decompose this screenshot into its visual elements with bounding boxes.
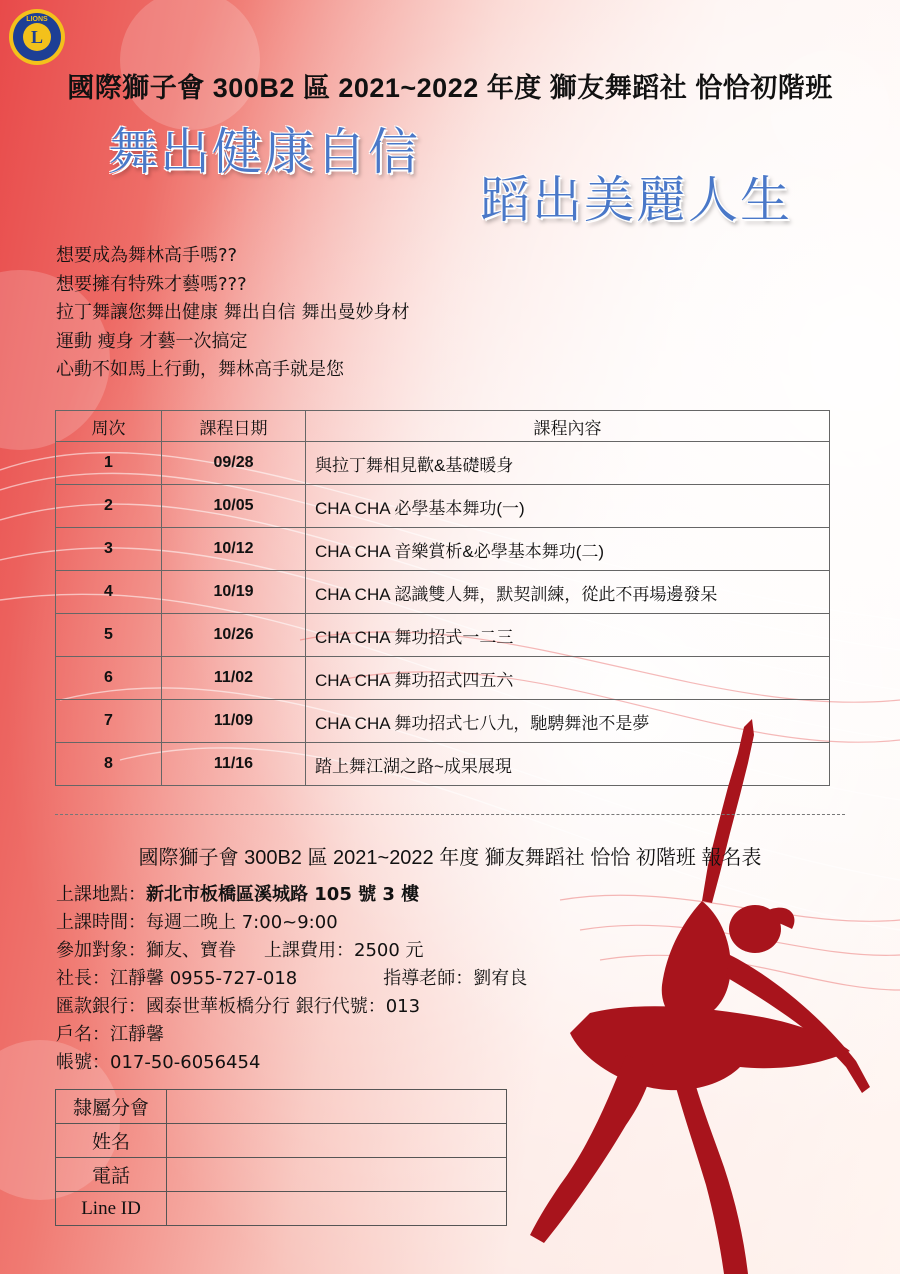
slogan-line-1: 舞出健康自信 bbox=[108, 124, 420, 180]
intro-line: 拉丁舞讓您舞出健康 舞出自信 舞出曼妙身材 bbox=[56, 302, 410, 323]
date-cell: 11/16 bbox=[162, 743, 306, 786]
date-cell: 10/19 bbox=[162, 571, 306, 614]
date-cell: 10/05 bbox=[162, 485, 306, 528]
table-row bbox=[56, 442, 830, 485]
account-name-row bbox=[56, 1021, 527, 1049]
content-cell: 與拉丁舞相見歡&基礎暖身 bbox=[306, 442, 830, 485]
lions-club-logo-icon bbox=[8, 8, 66, 66]
time-row bbox=[56, 909, 527, 937]
ballerina-silhouette-icon bbox=[530, 715, 900, 1274]
content-cell: 踏上舞江湖之路~成果展現 bbox=[306, 743, 830, 786]
week-cell: 1 bbox=[56, 442, 162, 485]
content-cell: CHA CHA 音樂賞析&必學基本舞功(二) bbox=[306, 528, 830, 571]
time-label: 上課時間： bbox=[56, 912, 146, 933]
form-label: 隸屬分會 bbox=[56, 1090, 167, 1124]
content-cell: CHA CHA 舞功招式四五六 bbox=[306, 657, 830, 700]
col-header-content: 課程內容 bbox=[306, 411, 830, 442]
audience-label: 參加對象： bbox=[56, 940, 146, 961]
form-input-cell[interactable] bbox=[167, 1158, 507, 1192]
col-header-week: 周次 bbox=[56, 411, 162, 442]
registration-info bbox=[56, 881, 527, 1077]
account-name-label: 戶名： bbox=[56, 1024, 110, 1045]
form-label: 電話 bbox=[56, 1158, 167, 1192]
bank-label: 匯款銀行： bbox=[56, 996, 146, 1017]
form-row bbox=[56, 1124, 507, 1158]
col-header-date: 課程日期 bbox=[162, 411, 306, 442]
audience-row bbox=[56, 937, 527, 965]
table-row bbox=[56, 485, 830, 528]
week-cell: 7 bbox=[56, 700, 162, 743]
bank-row bbox=[56, 993, 527, 1021]
teacher-value: 劉宥良 bbox=[473, 968, 528, 989]
date-cell: 10/12 bbox=[162, 528, 306, 571]
intro-text bbox=[56, 242, 409, 385]
registration-title: 國際獅子會 300B2 區 2021~2022 年度 獅友舞蹈社 恰恰 初階班 報名表 bbox=[138, 847, 762, 869]
president-label: 社長： bbox=[56, 968, 110, 989]
contact-row bbox=[56, 965, 527, 993]
intro-line: 運動 瘦身 才藝一次搞定 bbox=[56, 330, 248, 352]
cut-line bbox=[55, 814, 845, 815]
date-cell: 11/02 bbox=[162, 657, 306, 700]
form-input-cell[interactable] bbox=[167, 1192, 507, 1226]
teacher-label: 指導老師： bbox=[383, 968, 474, 989]
table-row bbox=[56, 614, 830, 657]
location-row bbox=[56, 881, 527, 909]
table-row bbox=[56, 571, 830, 614]
account-no-row bbox=[56, 1049, 527, 1077]
intro-line: 想要成為舞林高手嗎?? bbox=[56, 245, 238, 266]
week-cell: 8 bbox=[56, 743, 162, 786]
week-cell: 6 bbox=[56, 657, 162, 700]
bank-code-label: 銀行代號： bbox=[295, 996, 386, 1017]
date-cell: 11/09 bbox=[162, 700, 306, 743]
svg-text:L: L bbox=[30, 27, 44, 47]
table-row bbox=[56, 657, 830, 700]
account-no-label: 帳號： bbox=[56, 1052, 110, 1073]
table-row bbox=[56, 528, 830, 571]
content-cell: CHA CHA 必學基本舞功(一) bbox=[306, 485, 830, 528]
intro-line: 想要擁有特殊才藝嗎??? bbox=[56, 273, 247, 295]
date-cell: 10/26 bbox=[162, 614, 306, 657]
form-row bbox=[56, 1192, 507, 1226]
president-value: 江靜馨 0955-727-018 bbox=[110, 968, 298, 989]
form-input-cell[interactable] bbox=[167, 1090, 507, 1124]
account-no-value: 017-50-6056454 bbox=[110, 1052, 261, 1073]
fee-label: 上課費用： bbox=[264, 940, 354, 961]
content-cell: CHA CHA 舞功招式七八九，馳騁舞池不是夢 bbox=[306, 700, 830, 743]
content-cell: CHA CHA 認識雙人舞，默契訓練，從此不再場邊發呆 bbox=[306, 571, 830, 614]
week-cell: 5 bbox=[56, 614, 162, 657]
week-cell: 3 bbox=[56, 528, 162, 571]
registration-form bbox=[55, 1089, 507, 1226]
fee-value: 2500 元 bbox=[354, 940, 424, 961]
account-name-value: 江靜馨 bbox=[110, 1024, 164, 1045]
content-cell: CHA CHA 舞功招式一二三 bbox=[306, 614, 830, 657]
location-value: 新北市板橋區溪城路 105 號 3 樓 bbox=[146, 884, 420, 905]
form-row bbox=[56, 1090, 507, 1124]
bank-code-value: 013 bbox=[385, 996, 421, 1017]
form-row bbox=[56, 1158, 507, 1192]
time-value: 每週二晚上 7:00~9:00 bbox=[146, 912, 338, 933]
form-label: Line ID bbox=[56, 1192, 167, 1226]
page-title: 國際獅子會 300B2 區 2021~2022 年度 獅友舞蹈社 恰恰初階班 bbox=[67, 73, 833, 103]
week-cell: 4 bbox=[56, 571, 162, 614]
audience-value: 獅友、寶眷 bbox=[146, 940, 236, 961]
bank-value: 國泰世華板橋分行 bbox=[146, 996, 290, 1017]
week-cell: 2 bbox=[56, 485, 162, 528]
schedule-header-row bbox=[56, 411, 830, 442]
slogan-line-2: 蹈出美麗人生 bbox=[480, 172, 792, 228]
date-cell: 09/28 bbox=[162, 442, 306, 485]
form-label: 姓名 bbox=[56, 1124, 167, 1158]
intro-line: 心動不如馬上行動，舞林高手就是您 bbox=[56, 359, 344, 380]
form-input-cell[interactable] bbox=[167, 1124, 507, 1158]
location-label: 上課地點： bbox=[56, 884, 146, 905]
logo-text: LIONS bbox=[26, 16, 48, 23]
